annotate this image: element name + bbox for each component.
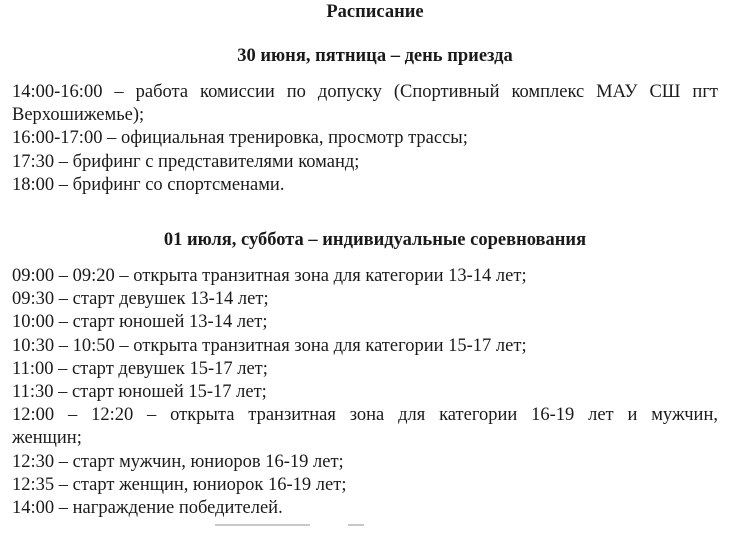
section-heading-day-1: 30 июня, пятница – день приезда <box>237 46 513 66</box>
schedule-item: 11:30 – старт юношей 15-17 лет; <box>12 382 267 403</box>
schedule-item: 09:00 – 09:20 – открыта транзитная зона для категории 13-14 лет; <box>12 266 527 286</box>
schedule-item: 12:35 – старт женщин, юниорок 16-19 лет; <box>12 474 347 495</box>
schedule-item: 10:30 – 10:50 – открыта транзитная зона для категории 15-17 лет; <box>12 335 527 356</box>
document-title: Расписание <box>326 2 424 22</box>
schedule-list-day-1 <box>12 81 718 197</box>
schedule-item: 16:00-17:00 – официальная тренировка, просмотр трассы; <box>12 128 468 149</box>
section-heading-day-2: 01 июля, суббота – индивидуальные соревнования <box>163 230 587 250</box>
schedule-item: 11:00 – старт девушек 15-17 лет; <box>12 358 268 379</box>
schedule-list-day-2 <box>12 265 718 520</box>
schedule-item: 18:00 – брифинг со спортсменами. <box>12 174 285 195</box>
schedule-item: 17:30 – брифинг с представителями команд; <box>12 151 360 172</box>
schedule-item: 12:00 – 12:20 – открыта транзитная зона для категории 16-19 лет и мужчин, женщин; <box>12 405 718 449</box>
schedule-item: 09:30 – старт девушек 13-14 лет; <box>12 289 269 310</box>
schedule-item: 10:00 – старт юношей 13-14 лет; <box>12 312 268 333</box>
schedule-item: 12:30 – старт мужчин, юниоров 16-19 лет; <box>12 451 344 472</box>
schedule-item: 14:00 – награждение победителей. <box>12 498 283 519</box>
scan-artifact <box>348 524 364 526</box>
scan-artifact <box>215 524 310 526</box>
schedule-item: 14:00-16:00 – работа комиссии по допуску (Спортивный комплекс МАУ СШ пгт Верхошижемье); <box>12 82 718 126</box>
